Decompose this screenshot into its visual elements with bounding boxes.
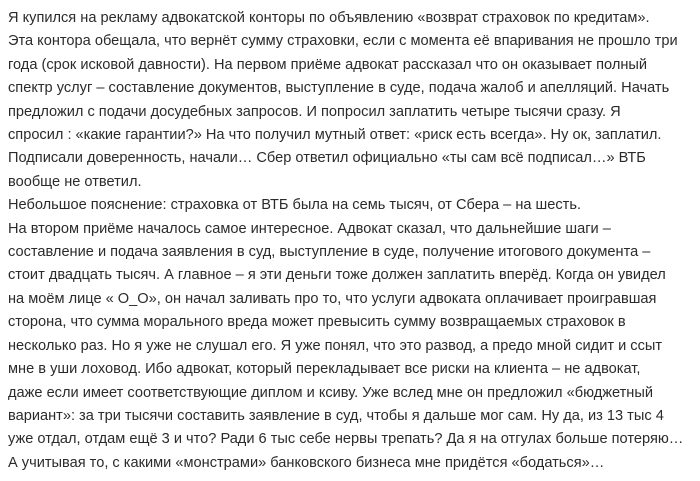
text-line: сторона, что сумма морального вреда может превысить сумму возвращаемых страховок в xyxy=(8,314,626,331)
text-line: Подписали доверенность, начали… Сбер ответил официально «ты сам всё подписал…» ВТБ xyxy=(8,150,646,167)
paragraph-2 xyxy=(8,194,692,217)
text-line: Эта контора обещала, что вернёт сумму страховки, если с момента её впаривания не прошло три xyxy=(8,33,678,50)
text-line: года (срок исковой давности). На первом приёме адвокат рассказал что он оказывает полный xyxy=(8,56,648,73)
text-line: уже отдал, отдам ещё 3 и что? Ради 6 тыс себе нервы трепать? Да я на отгулах больше потеряю… xyxy=(8,431,684,448)
text-line: спектр услуг – составление документов, выступление в суде, подача жалоб и апелляций. Начать xyxy=(8,80,670,97)
text-line: на моём лице « О_О», он начал заливать про то, что услуги адвоката оплачивает проигравшая xyxy=(8,290,657,307)
text-line: А учитывая то, с какими «монстрами» банковского бизнеса мне придётся «бодаться»… xyxy=(8,454,605,471)
text-line: даже если имеет соответствующие диплом и ксиву. Уже вслед мне он предложил «бюджетный xyxy=(8,384,654,401)
text-line: вообще не ответил. xyxy=(8,173,142,190)
text-line: составление и подача заявления в суд, выступление в суде, получение итогового документа – xyxy=(8,244,651,261)
text-line: вариант»: за три тысячи составить заявление в суд, чтобы я дальше мог сам. Ну да, из 13 тыс 4 xyxy=(8,407,664,424)
text-line: стоит двадцать тысяч. А главное – я эти деньги тоже должен заплатить вперёд. Когда он увидел xyxy=(8,267,666,284)
text-line: Я купился на рекламу адвокатской конторы по объявлению «возврат страховок по кредитам». xyxy=(8,10,650,26)
text-line: мне в уши лоховод. Ибо адвокат, который перекладывает все риски на клиента – не адвокат, xyxy=(8,361,641,378)
paragraph-3 xyxy=(8,218,692,475)
paragraph-1 xyxy=(8,7,692,194)
text-line: несколько раз. Но я уже не слушал его. Я уже понял, что это развод, а предо мной сидит и ссыт xyxy=(8,337,663,354)
text-line: На втором приёме началось самое интересное. Адвокат сказал, что дальнейшие шаги – xyxy=(8,220,611,237)
text-line: Небольшое пояснение: страховка от ВТБ была на семь тысяч, от Сбера – на шесть. xyxy=(8,197,582,214)
text-line: предложил с подачи досудебных запросов. И попросил заплатить четыре тысячи сразу. Я xyxy=(8,103,621,120)
text-line: спросил : «какие гарантии?» На что получил мутный ответ: «риск есть всегда». Ну ок, заплатил. xyxy=(8,127,662,144)
